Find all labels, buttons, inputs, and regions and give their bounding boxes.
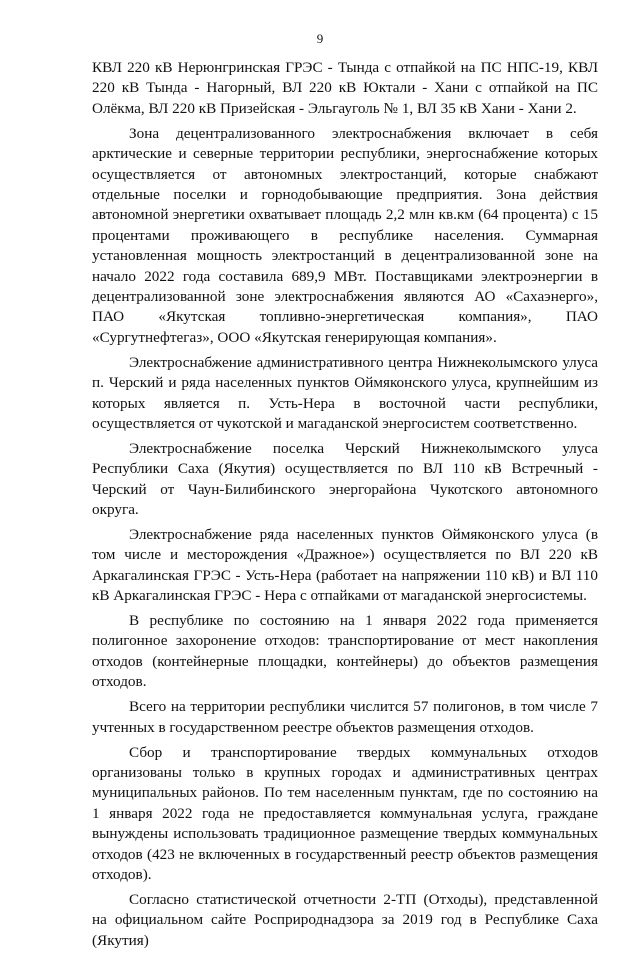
paragraph-statistics-report: Согласно статистической отчетности 2-ТП (Отходы), представленной на официальном сайте Росприроднадзора за 2019 год в Республике Саха (Якутия): [92, 890, 598, 949]
paragraph-landfill-count: Всего на территории республики числится 57 полигонов, в том числе 7 учтенных в государственном реестре объектов размещения отходов.: [92, 698, 598, 736]
paragraph-decentralized-zone: Зона децентрализованного электроснабжения включает в себя арктические и северные территории республики, энергоснабжение которых осуществляется от автономных электростанций, которые снабжают отдельные поселки и горнодобывающие предприятия. Зона действия автономной энергетики охватывает площадь 2,2 млн кв.км (64 процента) с 15 процентами проживающего в республике населения. Суммарная установленная мощность электростанций в децентрализованной зоне на начало 2022 года составила 689,9 МВт. Поставщиками электроэнергии в децентрализованной зоне электроснабжения являются АО «Сахаэнерго», ПАО «Якутская топливно-энергетическая компания», ПАО «Сургутнефтегаз», ООО «Якутская генерирующая компания».: [92, 124, 598, 346]
paragraph-chersky-supply: Электроснабжение поселка Черский Нижнеколымского улуса Республики Саха (Якутия) осуществляется по ВЛ 110 кВ Встречный - Черский от Чаун-Билибинского энергорайона Чукотского автономного округа.: [92, 439, 598, 519]
paragraph-waste-disposal: В республике по состоянию на 1 января 2022 года применяется полигонное захоронение отходов: транспортирование от мест накопления отходов (контейнерные площадки, контейнеры) до объектов размещения отходов.: [92, 612, 598, 691]
page-number: 9: [316, 31, 324, 46]
paragraph-waste-collection: Сбор и транспортирование твердых коммунальных отходов организованы только в крупных городах и административных центрах муниципальных районов. По тем населенным пунктам, где по состоянию на 1 января 2022 года не предоставляется коммунальная услуга, граждане вынуждены использовать традиционное размещение твердых коммунальных отходов (423 не включенных в государственный реестр объектов размещения отходов).: [92, 743, 598, 883]
paragraph-oymyakonsky-supply: Электроснабжение ряда населенных пунктов Оймяконского улуса (в том числе и месторождения «Дражное») осуществляется по ВЛ 220 кВ Аркагалинская ГРЭС - Усть-Нера (работает на напряжении 110 кВ) и ВЛ 110 кВ Аркагалинская ГРЭС - Нера с отпайками от магаданской энергосистемы.: [92, 525, 598, 605]
paragraph-nizhnekolymsky-supply: Электроснабжение административного центра Нижнеколымского улуса п. Черский и ряда населенных пунктов Оймяконского улуса, крупнейшим из которых является п. Усть-Нера в восточной части республики, осуществляется от чукотской и магаданской энергосистем соответственно.: [92, 353, 598, 432]
document-body: [92, 58, 598, 956]
paragraph-power-lines-continued: КВЛ 220 кВ Нерюнгринская ГРЭС - Тында с отпайкой на ПС НПС-19, КВЛ 220 кВ Тында - Нагорный, ВЛ 220 кВ Юктали - Хани с отпайкой на ПС Олёкма, ВЛ 220 кВ Призейская - Эльгауголь № 1, ВЛ 35 кВ Хани - Хани 2.: [92, 59, 598, 117]
